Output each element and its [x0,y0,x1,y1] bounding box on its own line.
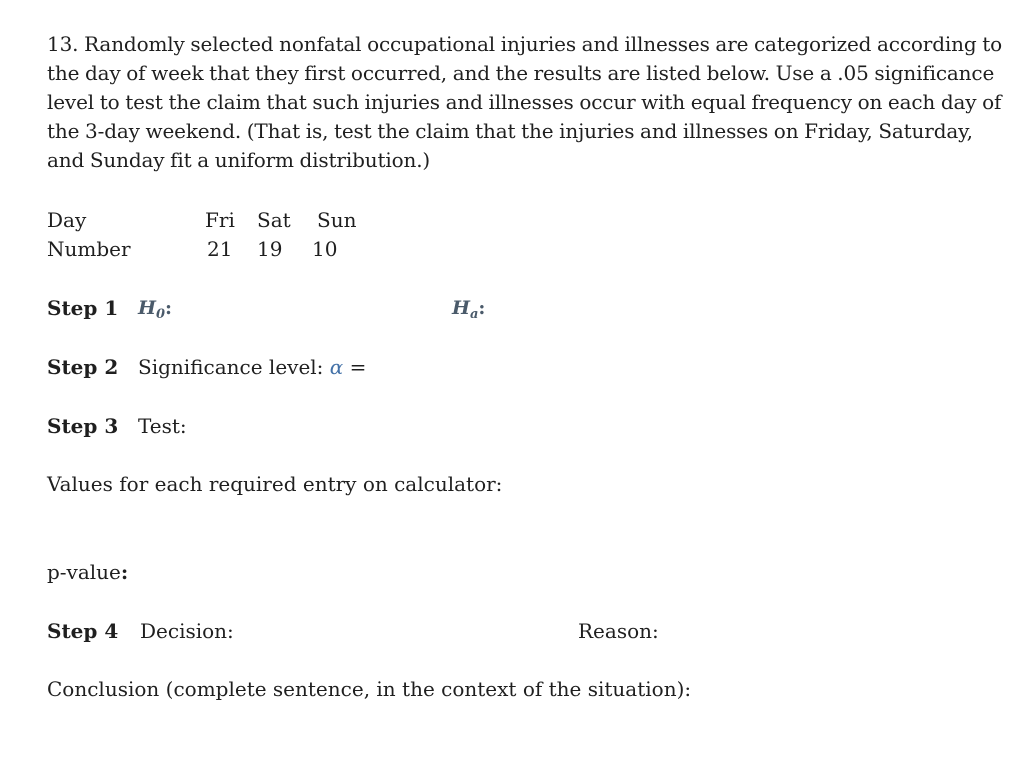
row-label-day: Day [47,208,87,232]
row-label-number: Number [47,237,131,261]
step2-label: Step 2 [47,355,119,379]
test-label: Test: [138,414,187,438]
step1-label: Step 1 [47,296,119,320]
cell-day-sat: Sat [257,208,291,232]
calculator-values-label: Values for each required entry on calculator: [47,472,503,496]
step4-label: Step 4 [47,619,119,643]
step3-label: Step 3 [47,414,119,438]
null-hypothesis-symbol: $H_0$: [138,297,173,322]
decision-label: Decision: [140,619,234,643]
cell-number-sat: 19 [257,237,283,261]
conclusion-label: Conclusion (complete sentence, in the context of the situation): [47,677,692,701]
cell-day-fri: Fri [205,208,235,232]
cell-day-sun: Sun [317,208,357,232]
significance-level-label: Significance level: α = [138,355,367,379]
cell-number-fri: 21 [207,237,233,261]
cell-number-sun: 10 [312,237,338,261]
alpha-symbol: α [329,355,344,379]
p-value-label: p-value: [47,560,129,584]
problem-statement: 13. Randomly selected nonfatal occupational injuries and illnesses are categorized according to the day of week that they first occurred, and the results are listed below. Use a .05 significance level to test the claim that such injuries and illnesses occur with equal frequency on each day of the 3-day weekend. (That is, test the claim that the injuries and illnesses on Friday, Saturday, and Sunday fit a uniform distribution.) [47,32,1002,172]
reason-label: Reason: [578,619,659,643]
alternative-hypothesis-symbol: $H_a$: [452,297,486,322]
